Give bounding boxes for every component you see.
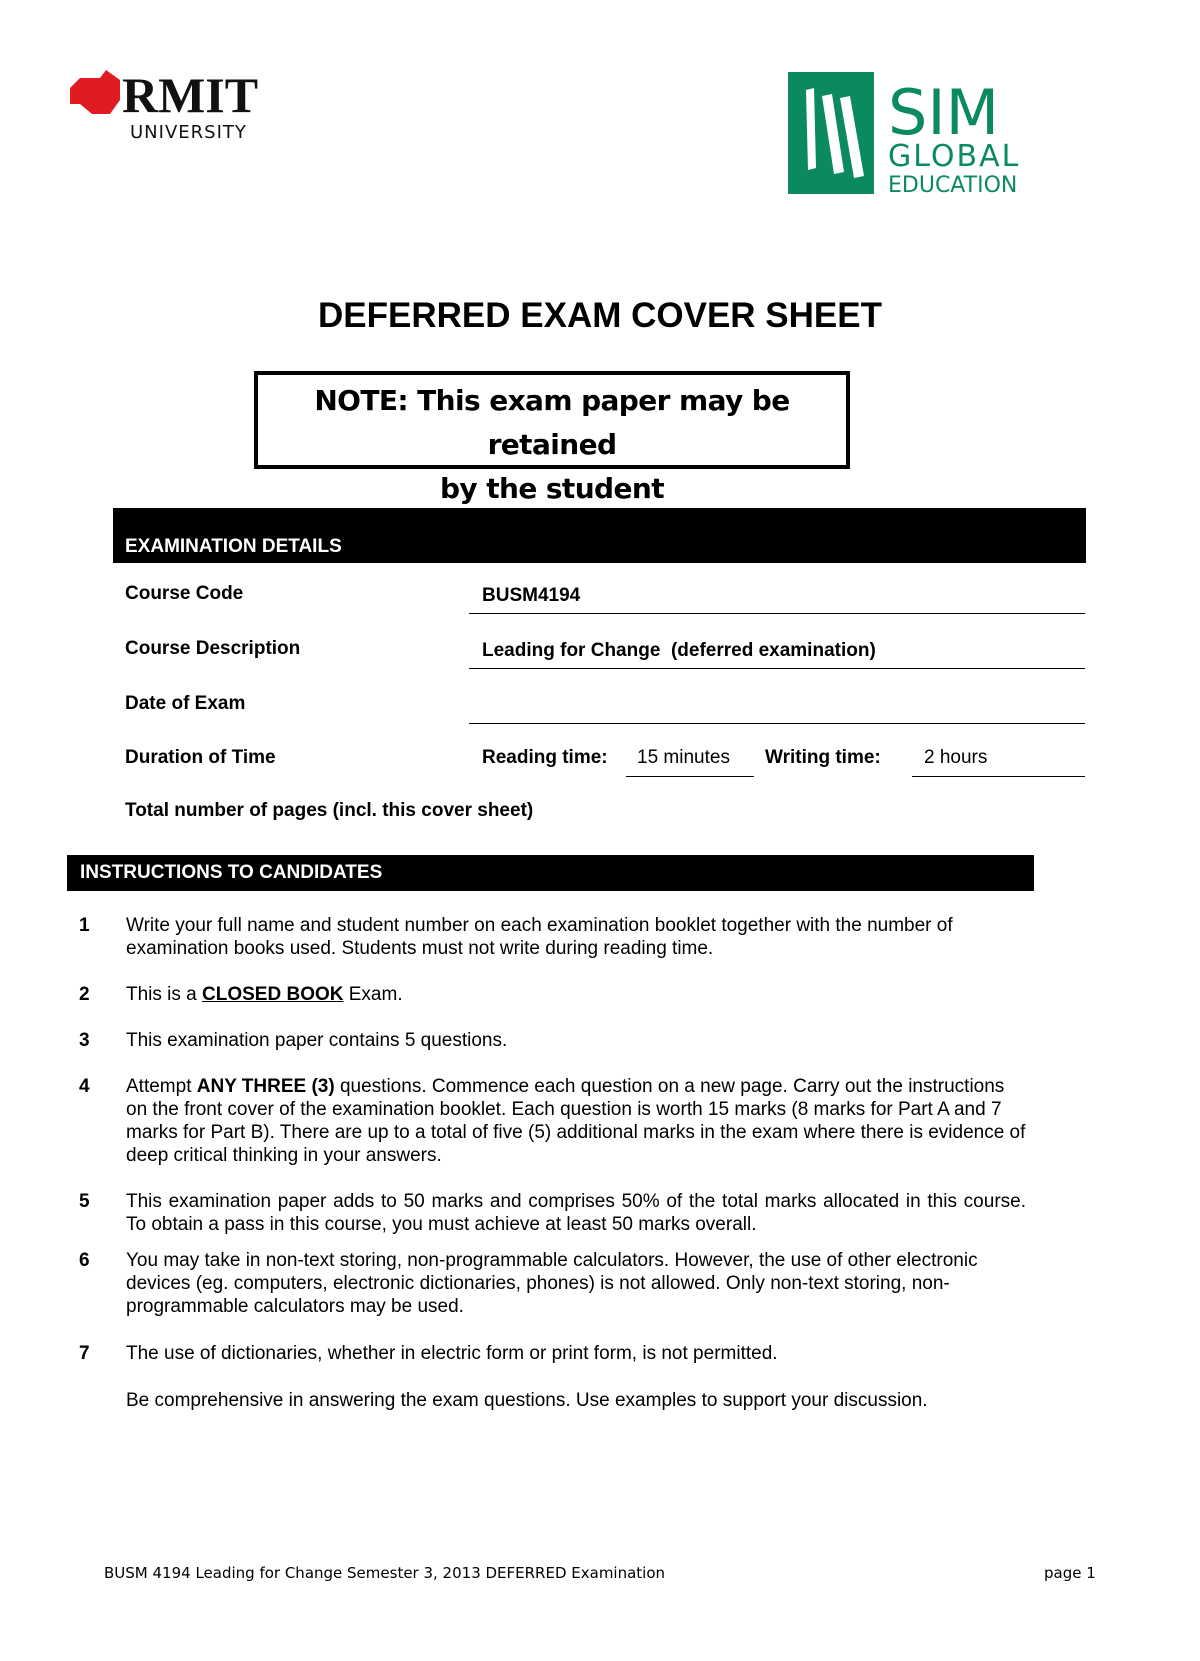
instruction-4-text: Attempt ANY THREE (3) questions. Commence each question on a new page. Carry out the instructions on the front cover of the examination booklet. Each question is worth 15 marks (8 marks for Part A and 7 marks for Part B). There are up to a total of five (5) additional marks in the exam where there is evidence of deep critical thinking in your answers. (126, 1076, 1026, 1166)
instruction-1-text: Write your full name and student number on each examination booklet together with the number of examination books used. Students must not write during reading time. (126, 915, 953, 959)
note-box (254, 371, 850, 505)
rmit-pixel-mark (70, 70, 120, 114)
course-code-line (469, 613, 1085, 614)
footer-page-number: page 1 (1044, 1564, 1096, 1582)
reading-time-value: 15 minutes (637, 747, 730, 768)
writing-time-value: 2 hours (924, 747, 988, 768)
instructions-header: INSTRUCTIONS TO CANDIDATES (67, 855, 1034, 891)
examination-details-header: EXAMINATION DETAILS (113, 508, 1086, 563)
rmit-wordmark: RMIT (122, 70, 259, 123)
instruction-7-text: The use of dictionaries, whether in electric form or print form, is not permitted. (126, 1343, 778, 1364)
date-of-exam-label: Date of Exam (125, 693, 246, 714)
instruction-1-number: 1 (79, 915, 90, 936)
instruction-5-number: 5 (79, 1191, 90, 1212)
sim-wordmark: SIM (888, 76, 1000, 149)
note-line-2: by the student (439, 472, 665, 505)
date-of-exam-line (469, 723, 1085, 724)
sim-global-text: GLOBAL (888, 139, 1021, 174)
total-pages-label: Total number of pages (incl. this cover sheet) (125, 800, 534, 821)
closed-book-emphasis: CLOSED BOOK (202, 984, 344, 1005)
sim-education-text: EDUCATION (888, 173, 1018, 198)
footer-course-info: BUSM 4194 Leading for Change Semester 3, 2013 DEFERRED Examination (104, 1564, 666, 1582)
duration-label: Duration of Time (125, 747, 276, 768)
writing-time-label: Writing time: (765, 747, 881, 768)
instruction-2-number: 2 (79, 984, 90, 1005)
instruction-5-text: This examination paper adds to 50 marks and comprises 50% of the total marks allocated in this course. To obtain a pass in this course, you must achieve at least 50 marks overall. (126, 1191, 1026, 1235)
course-description-value: Leading for Change (deferred examination) (482, 640, 876, 661)
sim-global-education-logo (788, 72, 1038, 198)
any-three-emphasis: ANY THREE (3) (196, 1076, 335, 1097)
instruction-3-text: This examination paper contains 5 questions. (126, 1030, 508, 1051)
course-code-value: BUSM4194 (482, 585, 581, 606)
course-code-label: Course Code (125, 583, 244, 604)
instruction-2-text: This is a CLOSED BOOK Exam. (126, 984, 403, 1005)
instruction-4-number: 4 (79, 1076, 90, 1097)
closing-instruction: Be comprehensive in answering the exam questions. Use examples to support your discussion. (126, 1390, 928, 1411)
writing-time-line (912, 776, 1085, 777)
course-description-label: Course Description (125, 638, 301, 659)
instruction-6-number: 6 (79, 1250, 90, 1271)
instruction-3-number: 3 (79, 1030, 90, 1051)
note-line-1: NOTE: This exam paper may be retained (314, 384, 790, 461)
rmit-logo (70, 70, 280, 150)
instruction-6-text: You may take in non-text storing, non-programmable calculators. However, the use of other electronic devices (eg. computers, electronic dictionaries, phones) is not allowed. Only non-text storing, non-programmable calculators may be used. (126, 1250, 978, 1317)
instruction-7-number: 7 (79, 1343, 90, 1364)
page-title: DEFERRED EXAM COVER SHEET (318, 296, 882, 335)
course-description-line (469, 668, 1085, 669)
rmit-subtext: UNIVERSITY (130, 122, 247, 143)
reading-time-line (626, 776, 754, 777)
reading-time-label: Reading time: (482, 747, 608, 768)
